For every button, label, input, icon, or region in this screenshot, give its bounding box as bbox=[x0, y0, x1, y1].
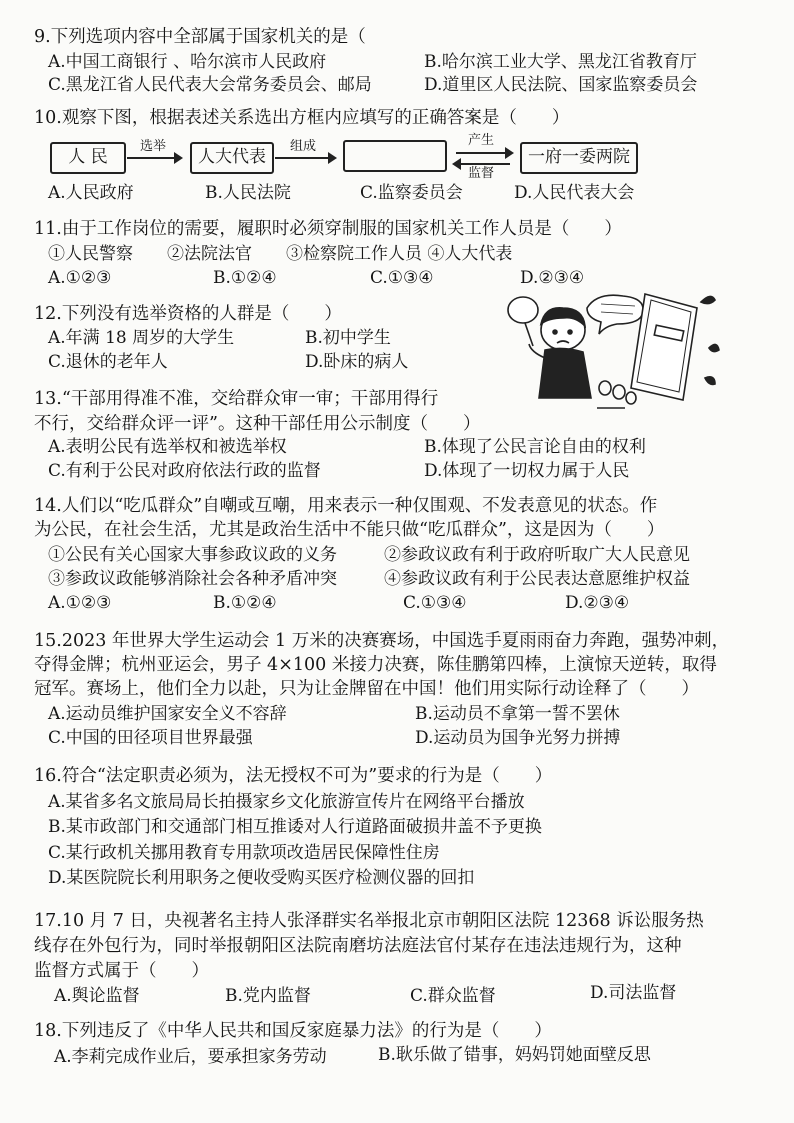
diagram-box-deputies: 人大代表 bbox=[190, 142, 274, 174]
question-10-option-c: C.监察委员会 bbox=[360, 183, 463, 203]
diagram-arrow-produce-label: 产生 bbox=[468, 133, 495, 148]
question-14-stem-line1: 14.人们以“吃瓜群众”自嘲或互嘲，用来表示一种仅围观、不发表意见的状态。作 bbox=[34, 496, 658, 516]
question-15-option-c: C.中国的田径项目世界最强 bbox=[48, 728, 253, 748]
question-13-stem-line2: 不行，交给群众评一评”。这种干部任用公示制度（ ） bbox=[34, 414, 481, 434]
question-10-stem: 10.观察下图，根据表述关系选出方框内应填写的正确答案是（ ） bbox=[34, 108, 570, 128]
diagram-arrow-form bbox=[275, 157, 329, 159]
question-11-stem: 11.由于工作岗位的需要，履职时必须穿制服的国家机关工作人员是（ ） bbox=[34, 219, 622, 239]
question-17-option-b: B.党内监督 bbox=[225, 986, 311, 1006]
diagram-arrow-elect bbox=[127, 157, 175, 159]
question-15-option-b: B.运动员不拿第一誓不罢休 bbox=[415, 704, 620, 724]
diagram-box-people: 人 民 bbox=[50, 142, 126, 174]
question-14-option-b: B.①②④ bbox=[213, 593, 277, 613]
question-14-option-a: A.①②③ bbox=[48, 593, 112, 613]
question-18-option-a: A.李莉完成作业后，要承担家务劳动 bbox=[54, 1047, 327, 1067]
question-17-option-c: C.群众监督 bbox=[410, 986, 496, 1006]
question-13-option-a: A.表明公民有选举权和被选举权 bbox=[48, 437, 287, 457]
question-12-stem: 12.下列没有选举资格的人群是（ ） bbox=[34, 304, 342, 324]
question-9-option-a: A.中国工商银行 、哈尔滨市人民政府 bbox=[48, 52, 327, 72]
question-11-option-a: A.①②③ bbox=[48, 268, 112, 288]
question-11-option-c: C.①③④ bbox=[370, 268, 434, 288]
question-9-option-c: C.黑龙江省人民代表大会常务委员会、邮局 bbox=[48, 75, 372, 95]
question-14-option-d: D.②③④ bbox=[565, 593, 630, 613]
question-9-stem: 9.下列选项内容中全部属于国家机关的是（ bbox=[34, 27, 366, 47]
diagram-arrow-supervise bbox=[458, 163, 510, 165]
diagram-box-organs: 一府一委两院 bbox=[520, 142, 638, 174]
question-15-stem-line1: 15.2023 年世界大学生运动会 1 万米的决赛赛场，中国选手夏雨雨奋力奔跑，强势冲刺， bbox=[34, 631, 730, 651]
question-13-stem-line1: 13.“干部用得准不准，交给群众审一审；干部用得行 bbox=[34, 389, 439, 409]
question-18-stem: 18.下列违反了《中华人民共和国反家庭暴力法》的行为是（ ） bbox=[34, 1021, 552, 1041]
question-12-option-a: A.年满 18 周岁的大学生 bbox=[48, 328, 235, 348]
question-10-option-d: D.人民代表大会 bbox=[514, 183, 635, 203]
question-17-option-a: A.舆论监督 bbox=[54, 986, 140, 1006]
question-13-option-d: D.体现了一切权力属于人民 bbox=[424, 461, 630, 481]
diagram-arrow-elect-label: 选举 bbox=[140, 139, 167, 154]
question-13-option-c: C.有利于公民对政府依法行政的监督 bbox=[48, 461, 321, 481]
diagram-arrow-form-label: 组成 bbox=[290, 139, 317, 154]
question-12-option-b: B.初中学生 bbox=[305, 328, 391, 348]
question-14-option-c: C.①③④ bbox=[403, 593, 467, 613]
question-15-stem-line2: 夺得金牌；杭州亚运会，男子 4×100 米接力决赛，陈佳鹏第四棒，上演惊天逆转，取得 bbox=[34, 655, 717, 675]
question-16-option-c: C.某行政机关挪用教育专用款项改造居民保障性住房 bbox=[48, 843, 440, 863]
question-11-items: ①人民警察 ②法院法官 ③检察院工作人员 ④人大代表 bbox=[48, 244, 513, 264]
question-13-option-b: B.体现了公民言论自由的权利 bbox=[424, 437, 646, 457]
question-18-option-b: B.耿乐做了错事，妈妈罚她面壁反思 bbox=[378, 1045, 651, 1065]
question-9-option-b: B.哈尔滨工业大学、黑龙江省教育厅 bbox=[424, 52, 697, 72]
question-14-item-3: ③参政议政能够消除社会各种矛盾冲突 bbox=[48, 569, 337, 589]
question-11-option-b: B.①②④ bbox=[213, 268, 277, 288]
question-9-option-d: D.道里区人民法院、国家监察委员会 bbox=[424, 75, 698, 95]
question-15-option-a: A.运动员维护国家安全义不容辞 bbox=[48, 704, 287, 724]
question-16-option-d: D.某医院院长利用职务之便收受购买医疗检测仪器的回扣 bbox=[48, 868, 475, 888]
question-14-item-4: ④参政议政有利于公民表达意愿维护权益 bbox=[384, 569, 690, 589]
question-14-item-2: ②参政议政有利于政府听取广大人民意见 bbox=[384, 545, 690, 565]
diagram-arrow-supervise-head bbox=[452, 158, 461, 170]
question-11-option-d: D.②③④ bbox=[520, 268, 585, 288]
question-16-stem: 16.符合“法定职责必须为，法无授权不可为”要求的行为是（ ） bbox=[34, 766, 553, 786]
question-17-stem-line2: 线存在外包行为，同时举报朝阳区法院南磨坊法庭法官付某存在违法违规行为，这种 bbox=[34, 936, 682, 956]
question-12-option-c: C.退休的老年人 bbox=[48, 352, 168, 372]
question-10-option-b: B.人民法院 bbox=[205, 183, 291, 203]
voter-registration-cartoon bbox=[505, 288, 720, 412]
question-12-option-d: D.卧床的病人 bbox=[305, 352, 409, 372]
question-15-option-d: D.运动员为国争光努力拼搏 bbox=[415, 728, 621, 748]
diagram-arrow-supervise-label: 监督 bbox=[468, 166, 495, 181]
question-10-option-a: A.人民政府 bbox=[48, 183, 134, 203]
question-14-stem-line2: 为公民，在社会生活，尤其是政治生活中不能只做“吃瓜群众”，这是因为（ ） bbox=[34, 520, 665, 540]
question-16-option-a: A.某省多名文旅局局长拍摄家乡文化旅游宣传片在网络平台播放 bbox=[48, 792, 525, 812]
question-14-item-1: ①公民有关心国家大事参政议政的义务 bbox=[48, 545, 337, 565]
diagram-arrow-produce bbox=[456, 152, 506, 154]
diagram-box-blank bbox=[343, 140, 447, 172]
question-17-stem-line1: 17.10 月 7 日，央视著名主持人张泽群实名举报北京市朝阳区法院 12368 诉讼服务热 bbox=[34, 911, 704, 931]
question-17-option-d: D.司法监督 bbox=[590, 983, 677, 1003]
question-16-option-b: B.某市政部门和交通部门相互推诿对人行道路面破损井盖不予更换 bbox=[48, 817, 542, 837]
question-17-stem-line3: 监督方式属于（ ） bbox=[34, 961, 209, 981]
question-15-stem-line3: 冠军。赛场上，他们全力以赴，只为让金牌留在中国！他们用实际行动诠释了（ ） bbox=[34, 679, 699, 699]
